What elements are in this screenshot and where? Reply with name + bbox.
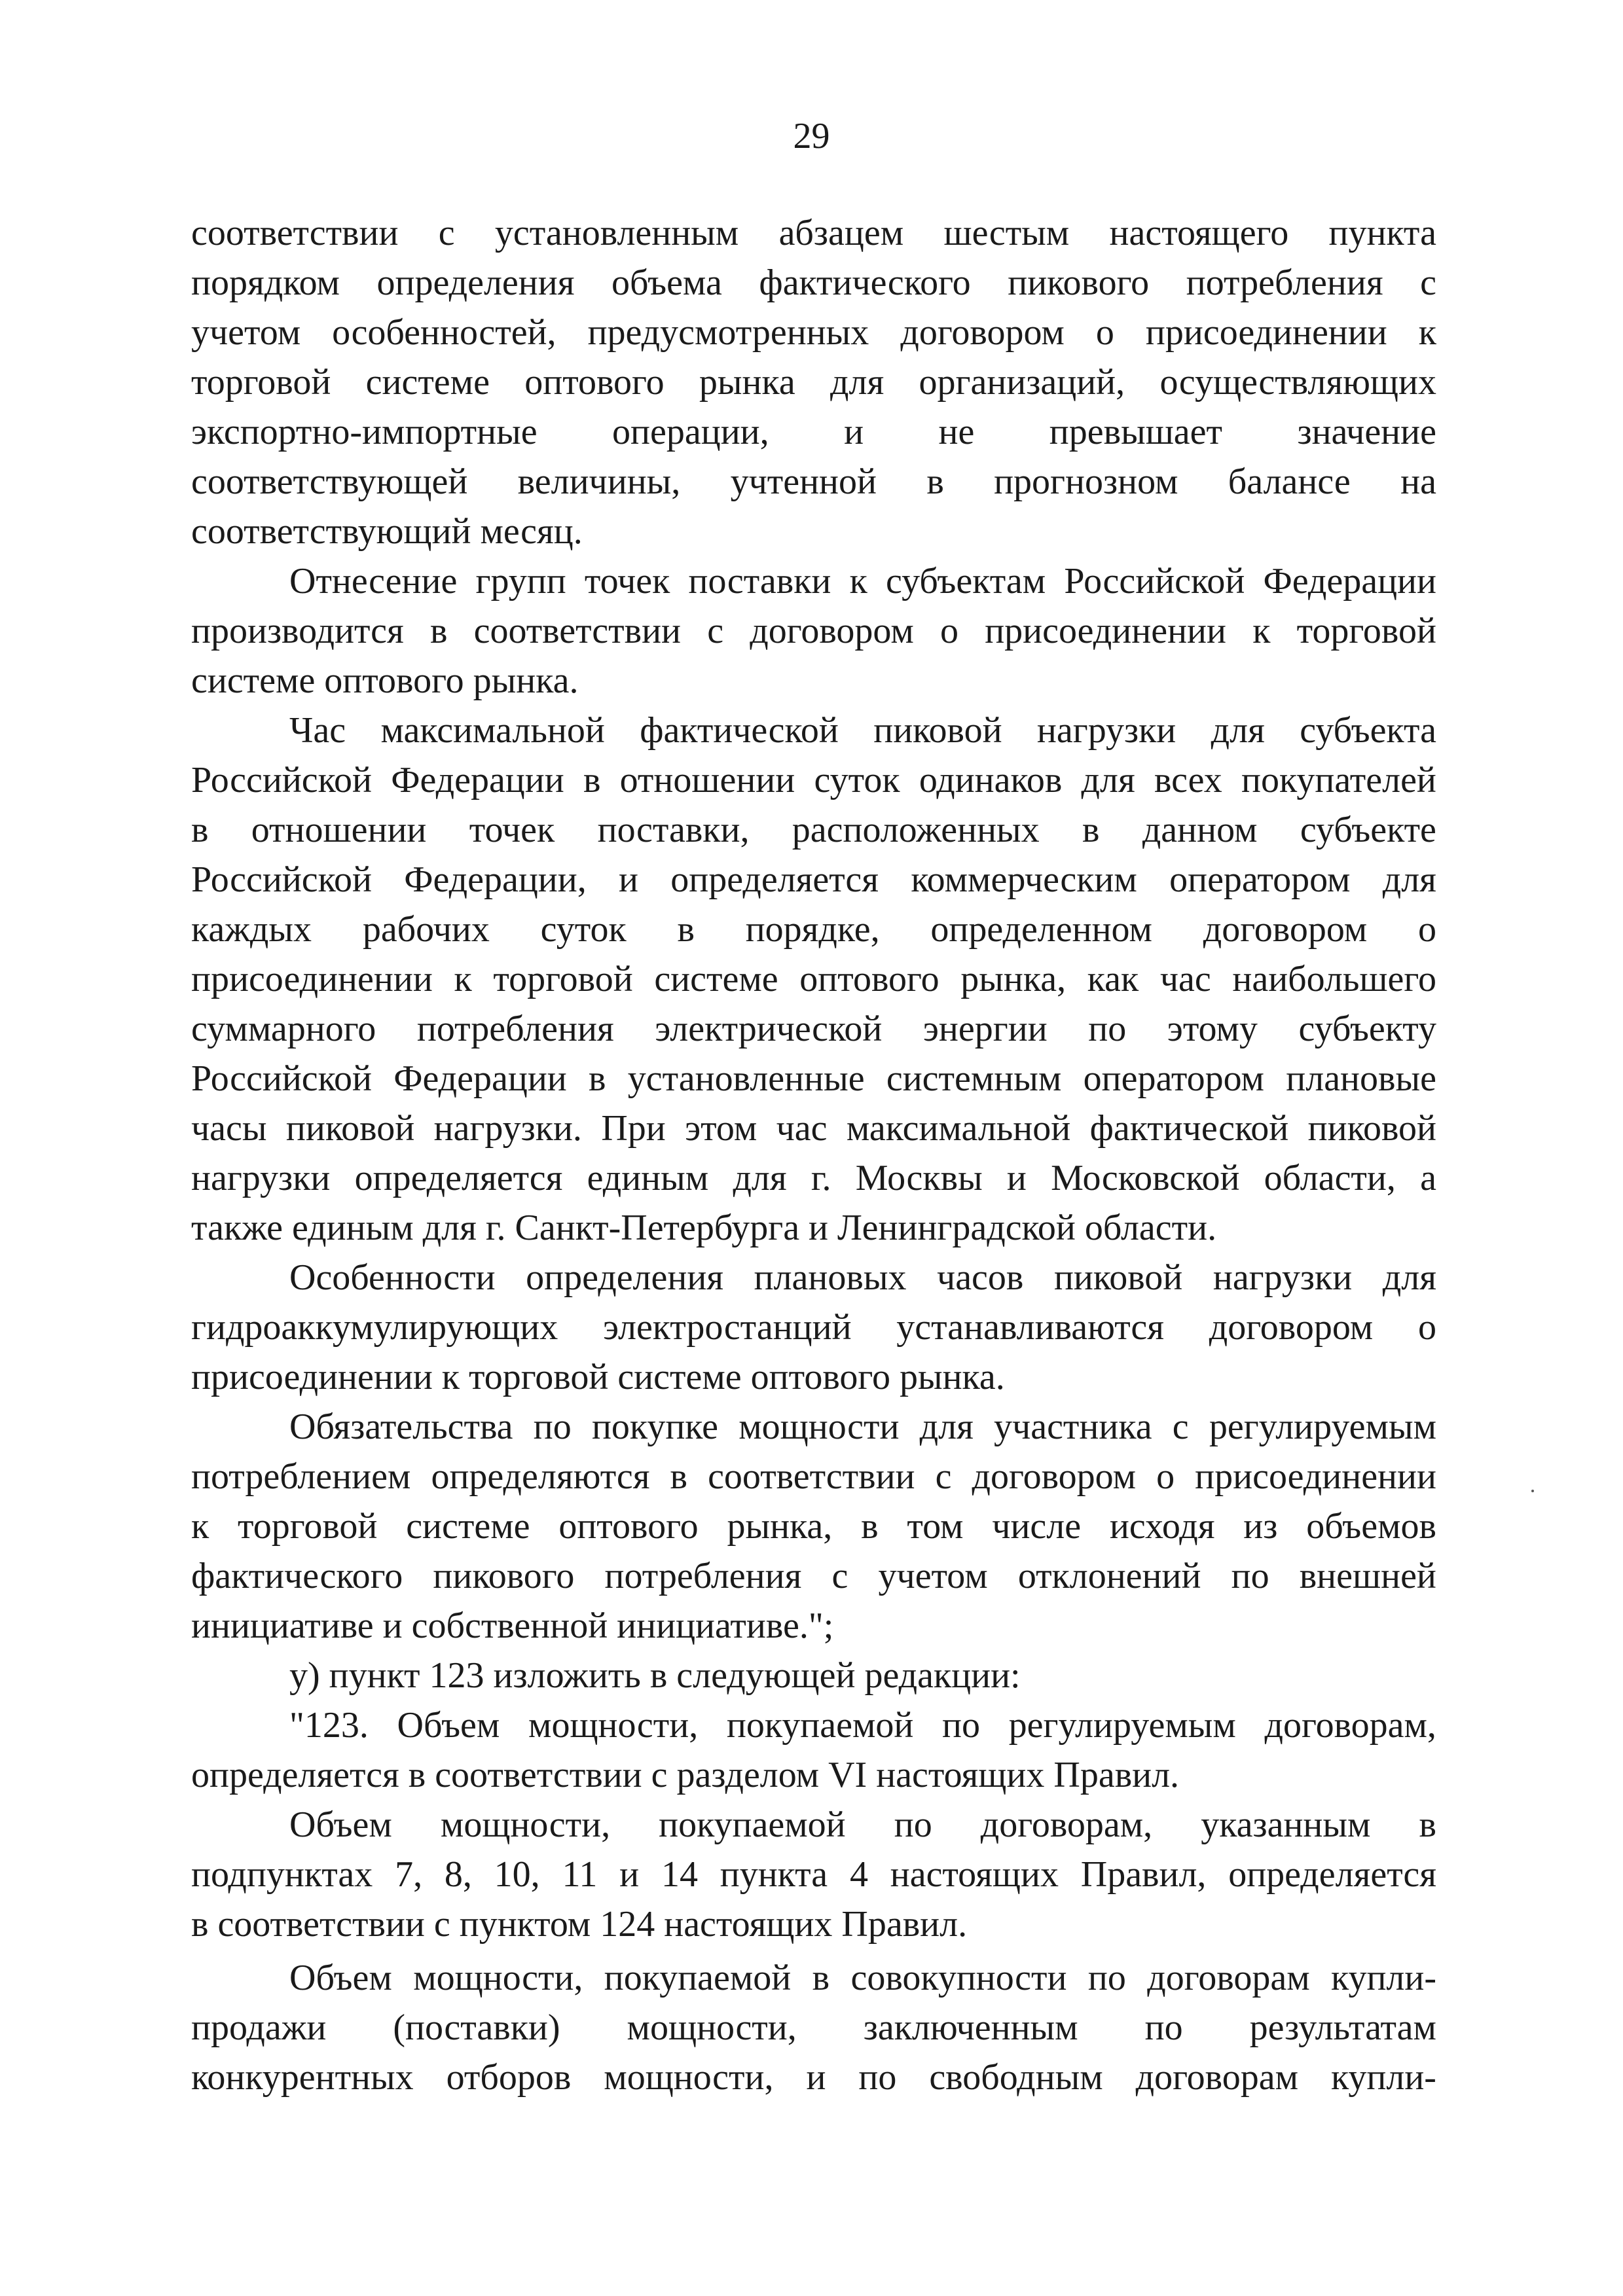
- body-text: [191, 208, 1436, 2102]
- text-line: учетом особенностей, предусмотренных договором о присоединении к: [191, 312, 1436, 353]
- text-line: Особенности определения плановых часов пиковой нагрузки для: [289, 1257, 1436, 1298]
- text-line: Объем мощности, покупаемой в совокупности по договорам купли-: [289, 1958, 1436, 1998]
- text-line: конкурентных отборов мощности, и по свободным договорам купли-: [191, 2057, 1436, 2098]
- text-line: также единым для г. Санкт-Петербурга и Ленинградской области.: [191, 1208, 1217, 1248]
- text-line: продажи (поставки) мощности, заключенным по результатам: [191, 2007, 1436, 2048]
- text-line: Российской Федерации в установленные системным оператором плановые: [191, 1058, 1436, 1099]
- text-line: в отношении точек поставки, расположенных в данном субъекте: [191, 810, 1436, 850]
- text-line: производится в соответствии с договором о присоединении к торговой: [191, 611, 1436, 651]
- text-line: нагрузки определяется единым для г. Москвы и Московской области, а: [191, 1158, 1436, 1198]
- text-line: подпунктах 7, 8, 10, 11 и 14 пункта 4 настоящих Правил, определяется: [191, 1854, 1436, 1895]
- text-line: фактического пикового потребления с учетом отклонений по внешней: [191, 1556, 1436, 1596]
- text-line: Российской Федерации, и определяется коммерческим оператором для: [191, 859, 1436, 900]
- text-line: суммарного потребления электрической энергии по этому субъекту: [191, 1009, 1436, 1049]
- text-line: Час максимальной фактической пиковой нагрузки для субъекта: [289, 710, 1436, 751]
- text-line: "123. Объем мощности, покупаемой по регулируемым договорам,: [289, 1705, 1436, 1746]
- text-line: Отнесение групп точек поставки к субъектам Российской Федерации: [289, 561, 1436, 601]
- text-line: у) пункт 123 изложить в следующей редакции:: [289, 1655, 1021, 1696]
- text-line: часы пиковой нагрузки. При этом час максимальной фактической пиковой: [191, 1108, 1436, 1149]
- text-line: присоединении к торговой системе оптового рынка.: [191, 1357, 1005, 1397]
- text-line: определяется в соответствии с разделом VI настоящих Правил.: [191, 1755, 1180, 1795]
- scan-speck: [1531, 1490, 1534, 1492]
- text-line: соответствии с установленным абзацем шестым настоящего пункта: [191, 213, 1436, 253]
- page-number: 29: [793, 116, 830, 156]
- text-line: Обязательства по покупке мощности для участника с регулируемым: [289, 1407, 1436, 1447]
- text-line: торговой системе оптового рынка для организаций, осуществляющих: [191, 362, 1436, 403]
- text-line: гидроаккумулирующих электростанций устанавливаются договором о: [191, 1307, 1436, 1348]
- text-line: потреблением определяются в соответствии с договором о присоединении: [191, 1456, 1436, 1497]
- text-line: к торговой системе оптового рынка, в том числе исходя из объемов: [191, 1506, 1436, 1547]
- text-line: каждых рабочих суток в порядке, определенном договором о: [191, 909, 1436, 950]
- text-line: инициативе и собственной инициативе.";: [191, 1605, 834, 1646]
- text-line: Российской Федерации в отношении суток одинаков для всех покупателей: [191, 760, 1436, 800]
- text-line: порядком определения объема фактического пикового потребления с: [191, 262, 1436, 303]
- text-line: Объем мощности, покупаемой по договорам, указанным в: [289, 1804, 1436, 1845]
- text-line: соответствующей величины, учтенной в прогнозном балансе на: [191, 461, 1436, 502]
- text-line: присоединении к торговой системе оптового рынка, как час наибольшего: [191, 959, 1436, 999]
- text-line: экспортно-импортные операции, и не превышает значение: [191, 412, 1436, 452]
- text-line: системе оптового рынка.: [191, 660, 579, 701]
- text-line: соответствующий месяц.: [191, 511, 583, 552]
- text-line: в соответствии с пунктом 124 настоящих Правил.: [191, 1904, 968, 1945]
